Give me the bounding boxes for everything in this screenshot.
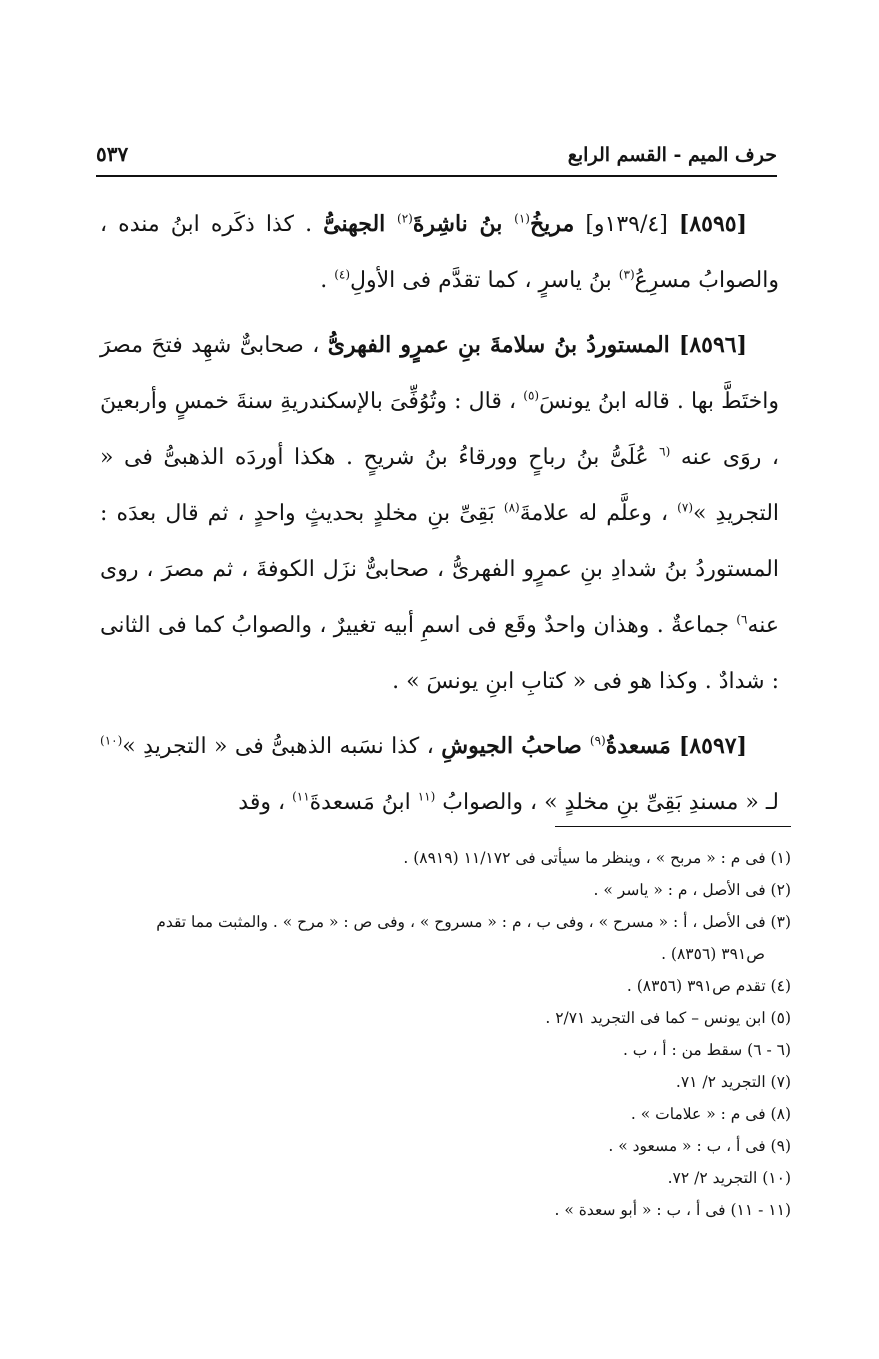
footnote-marker: (١) <box>514 211 530 226</box>
entry-text: ابنُ مَسعدةَ <box>309 790 418 815</box>
footnote: (١) فى م : « مربح » ، وينظر ما سيأتى فى ١١/١٧٢ (٨٩١٩) . <box>403 849 791 867</box>
footnote-marker: (٩) <box>589 733 606 748</box>
entry-heading: الجهنىُّ <box>323 211 398 237</box>
footnotes <box>100 842 791 1226</box>
footnote-marker: (٧) <box>677 500 693 515</box>
footnote-marker: (٢) <box>397 211 413 226</box>
footnote: (٩) فى أ ، ب : « مسعود » . <box>608 1137 791 1155</box>
entry-8595 <box>100 196 779 309</box>
footnote: (٤) تقدم ص٣٩١ (٨٣٥٦) . <box>626 977 791 995</box>
footnote: (٦ - ٦) سقط من : أ ، ب . <box>622 1041 791 1059</box>
entry-text: بَقِىِّ بنِ مخلدٍ بحديثٍ واحدٍ ، ثم قال بعدَه : المستوردُ بنُ شدادِ بنِ عمرٍو الفهرىُّ ، صحابىٌّ نزَل الكوفةَ ، ثم مصرَ ، روى عنه <box>100 501 779 638</box>
footnote: (٣) فى الأصل ، أ : « مسرح » ، وفى ب ، م : « مسروح » ، وفى ص : « مرح » . والمثبت مما تقدم <box>156 913 791 931</box>
entry-number: [٨٥٩٥] <box>678 211 747 237</box>
entry-text: ، قال : وتُوُفِّىَ بالإسكندريةِ سنةَ خمسٍ وأربعينَ ، روَى عنه <box>100 389 780 470</box>
footnote: (٥) ابن يونس – كما فى التجريد ٢/٧١ . <box>545 1009 791 1027</box>
footnote-marker: (٣) <box>618 267 635 282</box>
page-header <box>96 126 777 166</box>
entry-text: ، كذا نسَبه الذهبىُّ فى « التجريدِ » <box>122 734 442 759</box>
footnote-marker: (٨) <box>503 500 520 515</box>
entry-text: . <box>320 268 335 293</box>
footnote-marker: ١١) <box>292 789 310 804</box>
footnote-marker: (٦ <box>659 444 671 459</box>
entry-text: . كذا ذكَره ابنُ منده ، والصوابُ مسرِعُ <box>100 212 779 293</box>
entry-heading: بنُ ناشِرةَ <box>412 211 515 237</box>
page-number: ٥٣٧ <box>96 142 129 166</box>
footnote-marker: (١١ <box>417 789 436 804</box>
entry-8597 <box>100 718 779 831</box>
entry-text: جماعةٌ . وهذان واحدٌ وقَع فى اسمِ أبيه تغييرٌ ، والصوابُ كما فى الثانى : شدادٌ . وكذا هو فى « كتابِ ابنِ يونسَ » . <box>100 613 779 694</box>
entry-text: بنُ ياسرٍ ، كما تقدَّم فى الأولِ <box>350 268 619 293</box>
entry-text: ، صحابىٌّ شهِد فتحَ مصرَ واختَطَّ بها . قاله ابنُ يونسَ <box>100 333 779 414</box>
footnote-marker: ٦) <box>736 612 748 627</box>
footnote: (١١ - ١١) فى أ ، ب : « أبو سعدة » . <box>554 1201 791 1219</box>
footnote: (١٠) التجريد ٢/ ٧٢. <box>667 1169 791 1187</box>
header-rule <box>96 175 777 177</box>
running-title: حرف الميم - القسم الرابع <box>567 144 777 166</box>
entry-text: لـ « مسندِ بَقِىِّ بنِ مخلدٍ » ، والصوابُ <box>435 790 779 815</box>
footnote: (٢) فى الأصل ، م : « ياسر » . <box>593 881 791 899</box>
volume-reference: [١٣٩/٤و] <box>574 212 679 237</box>
footnote-marker: (٤) <box>334 267 351 282</box>
footnote-marker: (١٠) <box>100 733 123 748</box>
entry-text: ، وعلَّم له علامةَ <box>519 501 678 526</box>
main-text <box>100 196 779 839</box>
footnote-continuation: ص٣٩١ (٨٣٥٦) . <box>661 945 765 963</box>
entry-heading: مريخُ <box>529 211 575 237</box>
entry-heading: صاحبُ الجيوشِ <box>441 733 590 759</box>
entry-number: [٨٥٩٧] <box>678 733 747 759</box>
entry-heading: المستوردُ بنُ سلامةَ بنِ عمرٍو الفهرىُّ <box>327 332 679 358</box>
footnote-marker: (٥) <box>523 388 540 403</box>
entry-number: [٨٥٩٦] <box>678 332 747 358</box>
entry-8596 <box>100 317 779 710</box>
entry-heading: مَسعدةُ <box>605 733 679 759</box>
entry-text: عُلَىُّ بنُ رباحٍ وورقاءُ بنُ شريحٍ . هكذا أوردَه الذهبىُّ فى « التجريدِ » <box>100 445 780 526</box>
footnotes-rule <box>555 826 791 827</box>
footnote: (٧) التجريد ٢/ ٧١. <box>675 1073 791 1091</box>
entry-text: ، وقد <box>238 790 293 815</box>
footnote: (٨) فى م : « علامات » . <box>630 1105 791 1123</box>
